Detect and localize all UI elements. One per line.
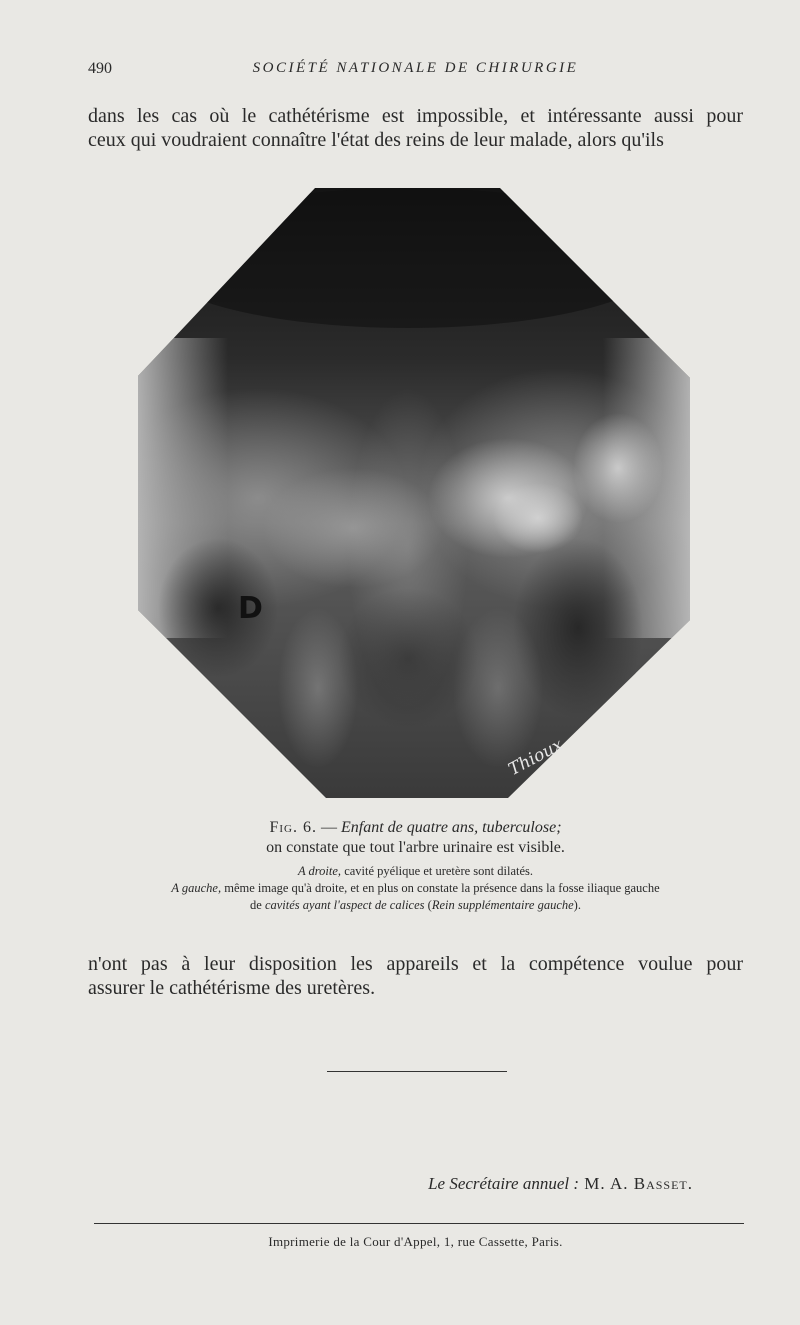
caption-note-3-prefix: de	[250, 898, 265, 912]
figure-label: Fig. 6.	[269, 819, 317, 836]
section-divider	[327, 1071, 507, 1072]
signature-surname: Basset.	[633, 1174, 693, 1193]
caption-note-2-italic: A gauche,	[171, 881, 222, 895]
caption-note-3-paren-close: ).	[573, 898, 581, 912]
paragraph-1	[88, 104, 743, 152]
caption-title-italic: Enfant de quatre ans, tuberculose;	[340, 819, 562, 836]
radiograph-figure	[138, 188, 693, 798]
running-head	[88, 60, 743, 84]
caption-dash: —	[316, 819, 341, 836]
caption-line-2: on constate que tout l'arbre urinaire est visible.	[266, 839, 565, 856]
radiograph-marker-d: D	[238, 591, 263, 626]
paragraph-line: ceux qui voudraient connaître l'état des reins de leur malade, alors qu'ils	[88, 129, 664, 151]
paragraph-line: dans les cas où le cathétérisme est impossible, et intéressante aussi pour	[88, 105, 743, 127]
paragraph-line: assurer le cathétérisme des uretères.	[88, 977, 376, 999]
paragraph-line: n'ont pas à leur disposition les appareils et la compétence voulue pour	[88, 953, 743, 975]
caption-note-1-italic: A droite,	[298, 864, 342, 878]
journal-title: SOCIÉTÉ NATIONALE DE CHIRURGIE	[252, 60, 579, 76]
caption-note-1-text: cavité pyélique et uretère sont dilatés.	[341, 864, 533, 878]
signature-role: Le Secrétaire annuel :	[428, 1174, 580, 1193]
signature-initials: M. A.	[579, 1174, 634, 1193]
caption-note-3-italic: cavités ayant l'aspect de calices	[264, 898, 425, 912]
secretary-signature	[428, 1174, 693, 1194]
caption-note-1	[88, 863, 743, 880]
footer-rule	[94, 1223, 744, 1224]
caption-note-3-paren-italic: Rein supplémentaire gauche	[431, 898, 574, 912]
radiograph-signature: Thioux	[505, 734, 567, 781]
figure-caption-notes	[88, 863, 743, 914]
caption-line-1	[88, 818, 743, 838]
caption-note-2	[88, 880, 743, 897]
figure-caption-title	[88, 818, 743, 858]
printer-imprint: Imprimerie de la Cour d'Appel, 1, rue Cassette, Paris.	[268, 1234, 563, 1249]
caption-note-2-text: même image qu'à droite, et en plus on constate la présence dans la fosse iliaque gauche	[221, 881, 660, 895]
page-number: 490	[88, 60, 112, 77]
radiograph-image	[138, 188, 693, 798]
paragraph-2	[88, 952, 743, 1000]
caption-note-3-paren-open: (	[424, 898, 432, 912]
caption-note-3	[88, 897, 743, 914]
